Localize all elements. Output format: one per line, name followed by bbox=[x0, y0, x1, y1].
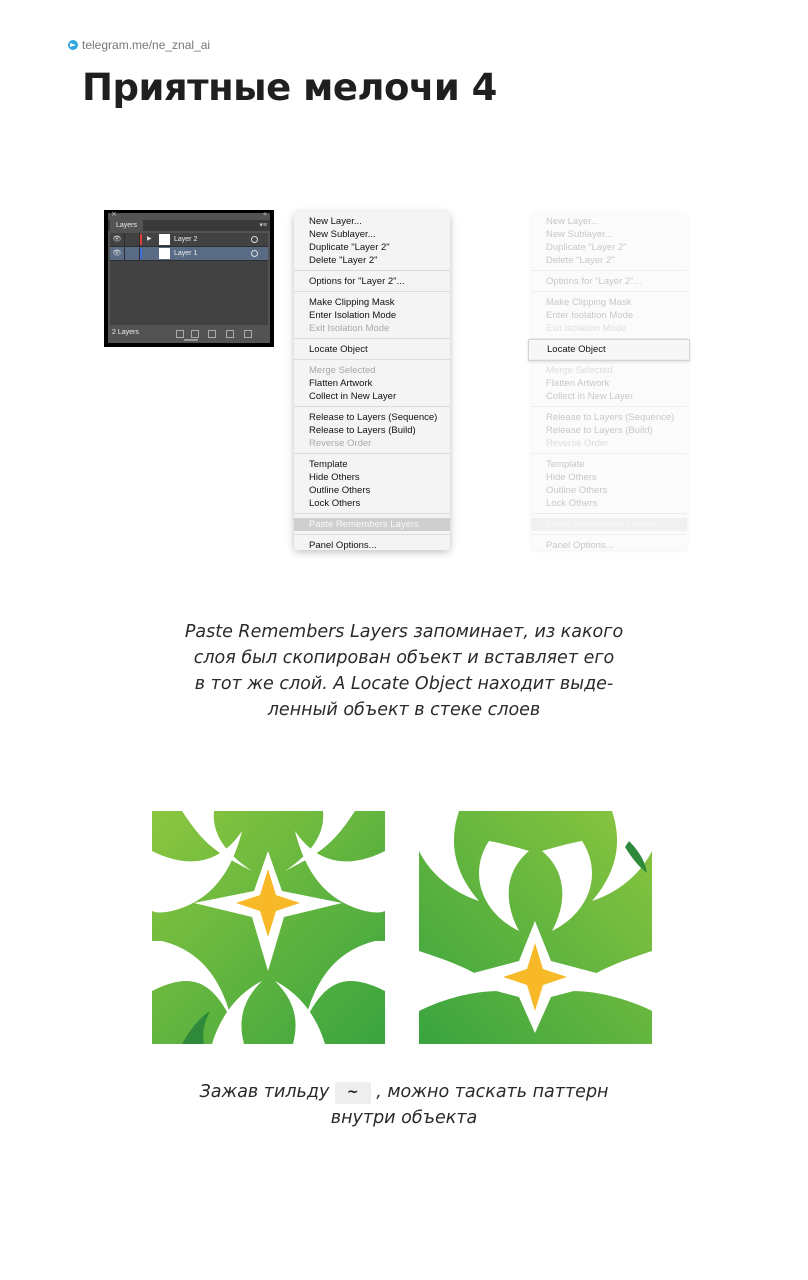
pattern-tile-2 bbox=[419, 811, 652, 1044]
menu-item[interactable]: New Layer... bbox=[546, 216, 599, 227]
menu-item[interactable]: Template bbox=[546, 459, 585, 470]
menu-item[interactable]: Collect in New Layer bbox=[309, 391, 397, 402]
menu-item[interactable]: Release to Layers (Build) bbox=[309, 425, 416, 436]
new-layer-icon[interactable] bbox=[226, 330, 234, 338]
menu-item[interactable]: Locate Object bbox=[528, 339, 690, 361]
menu-item[interactable]: Enter Isolation Mode bbox=[309, 310, 397, 321]
menu-item[interactable]: Outline Others bbox=[546, 485, 608, 496]
menu-item[interactable]: Options for "Layer 2"... bbox=[309, 276, 405, 287]
trash-icon[interactable] bbox=[244, 330, 252, 338]
menu-item: Exit Isolation Mode bbox=[309, 323, 390, 334]
tab-layers[interactable]: Layers bbox=[110, 220, 143, 231]
menu-separator bbox=[294, 291, 450, 292]
menu-item[interactable]: Options for "Layer 2"... bbox=[546, 276, 642, 287]
layers-tabbar bbox=[108, 220, 270, 231]
layers-count: 2 Layers bbox=[112, 329, 139, 336]
layer-row[interactable] bbox=[110, 233, 268, 247]
close-icon[interactable]: × bbox=[111, 210, 117, 218]
menu-item[interactable]: Duplicate "Layer 2" bbox=[309, 242, 390, 253]
menu-separator bbox=[531, 534, 687, 535]
menu-item[interactable]: Release to Layers (Build) bbox=[546, 425, 653, 436]
layer-color-swatch bbox=[140, 234, 142, 245]
layer-thumbnail bbox=[159, 248, 170, 259]
menu-item[interactable]: Lock Others bbox=[309, 498, 361, 509]
menu-item: Merge Selected bbox=[546, 365, 613, 376]
menu-item[interactable]: Panel Options... bbox=[546, 540, 614, 551]
layer-name: Layer 2 bbox=[174, 236, 198, 243]
telegram-icon bbox=[68, 40, 78, 50]
caption-line bbox=[0, 1079, 808, 1105]
menu-item[interactable]: Flatten Artwork bbox=[309, 378, 373, 389]
menu-item[interactable]: Template bbox=[309, 459, 348, 470]
target-circle-icon[interactable] bbox=[251, 250, 258, 257]
menu-item[interactable]: Outline Others bbox=[309, 485, 371, 496]
make-clipping-mask-icon[interactable] bbox=[191, 330, 199, 338]
menu-separator bbox=[531, 359, 687, 360]
target-circle-icon[interactable] bbox=[251, 236, 258, 243]
lock-toggle[interactable] bbox=[125, 247, 140, 260]
menu-item[interactable]: Lock Others bbox=[546, 498, 598, 509]
menu-item[interactable]: Paste Remembers Layers bbox=[294, 518, 450, 531]
panel-menu-icon[interactable]: ▾≡ bbox=[259, 222, 267, 229]
layer-color-swatch bbox=[140, 248, 142, 259]
menu-item[interactable]: Hide Others bbox=[309, 472, 360, 483]
menu-separator bbox=[531, 406, 687, 407]
caption-line: ленный объект в стеке слоев bbox=[267, 700, 541, 720]
caption-line: внутри объекта bbox=[330, 1108, 478, 1128]
menu-item[interactable]: Collect in New Layer bbox=[546, 391, 634, 402]
resize-grip[interactable] bbox=[184, 339, 198, 341]
menu-item[interactable]: Locate Object bbox=[309, 344, 368, 355]
menu-separator bbox=[294, 359, 450, 360]
menu-item[interactable]: Duplicate "Layer 2" bbox=[546, 242, 627, 253]
menu-separator bbox=[294, 338, 450, 339]
menu-item[interactable]: Flatten Artwork bbox=[546, 378, 610, 389]
collapse-icon[interactable]: « bbox=[262, 210, 267, 218]
menu-separator bbox=[531, 270, 687, 271]
layers-footer bbox=[110, 327, 268, 339]
caption-line: Paste Remembers Layers запоминает, из какого bbox=[184, 622, 624, 642]
menu-item[interactable]: Hide Others bbox=[546, 472, 597, 483]
source-text: telegram.me/ne_znal_ai bbox=[82, 38, 211, 52]
caption-line: в тот же слой. А Locate Object находит выде- bbox=[194, 674, 614, 694]
menu-separator bbox=[531, 291, 687, 292]
menu-item[interactable]: Make Clipping Mask bbox=[546, 297, 632, 308]
layers-context-menu bbox=[294, 212, 450, 550]
locate-object-icon[interactable] bbox=[176, 330, 184, 338]
menu-item: Merge Selected bbox=[309, 365, 376, 376]
menu-item[interactable]: Enter Isolation Mode bbox=[546, 310, 634, 321]
menu-item[interactable]: New Sublayer... bbox=[309, 229, 376, 240]
menu-separator bbox=[294, 453, 450, 454]
source-link[interactable] bbox=[68, 38, 210, 52]
menu-item: Reverse Order bbox=[546, 438, 609, 449]
menu-separator bbox=[294, 406, 450, 407]
layer-thumbnail bbox=[159, 234, 170, 245]
layers-panel bbox=[104, 210, 274, 347]
menu-item[interactable]: Release to Layers (Sequence) bbox=[309, 412, 438, 423]
eye-icon[interactable]: 👁 bbox=[110, 233, 125, 246]
menu-item[interactable]: New Sublayer... bbox=[546, 229, 613, 240]
lock-toggle[interactable] bbox=[125, 233, 140, 246]
layers-context-menu-faded bbox=[531, 212, 687, 550]
menu-item[interactable]: New Layer... bbox=[309, 216, 362, 227]
menu-item: Exit Isolation Mode bbox=[546, 323, 627, 334]
expand-triangle-icon[interactable]: ▶ bbox=[147, 236, 152, 242]
menu-item[interactable]: Delete "Layer 2" bbox=[309, 255, 378, 266]
pattern-tile-1 bbox=[152, 811, 385, 1044]
menu-separator bbox=[294, 534, 450, 535]
menu-item[interactable]: Paste Remembers Layers bbox=[531, 518, 687, 531]
menu-item[interactable]: Delete "Layer 2" bbox=[546, 255, 615, 266]
page-title: Приятные мелочи 4 bbox=[82, 66, 497, 109]
menu-separator bbox=[531, 453, 687, 454]
caption-layers bbox=[0, 619, 808, 723]
caption-pattern bbox=[0, 1079, 808, 1131]
menu-item[interactable]: Release to Layers (Sequence) bbox=[546, 412, 675, 423]
menu-separator bbox=[294, 270, 450, 271]
caption-text: , можно таскать паттерн bbox=[370, 1082, 609, 1102]
layer-row[interactable] bbox=[110, 247, 268, 261]
caption-text: Зажав тильду bbox=[199, 1082, 335, 1102]
menu-item: Reverse Order bbox=[309, 438, 372, 449]
layer-name: Layer 1 bbox=[174, 250, 198, 257]
menu-item[interactable]: Make Clipping Mask bbox=[309, 297, 395, 308]
layers-panel-body bbox=[108, 210, 270, 343]
menu-item[interactable]: Panel Options... bbox=[309, 540, 377, 551]
layers-list bbox=[110, 233, 268, 325]
menu-separator bbox=[531, 513, 687, 514]
new-sublayer-icon[interactable] bbox=[208, 330, 216, 338]
caption-line: слоя был скопирован объект и вставляет его bbox=[193, 648, 615, 668]
eye-icon[interactable]: 👁 bbox=[110, 247, 125, 260]
menu-separator bbox=[294, 513, 450, 514]
tilde-key: ~ bbox=[335, 1082, 371, 1104]
